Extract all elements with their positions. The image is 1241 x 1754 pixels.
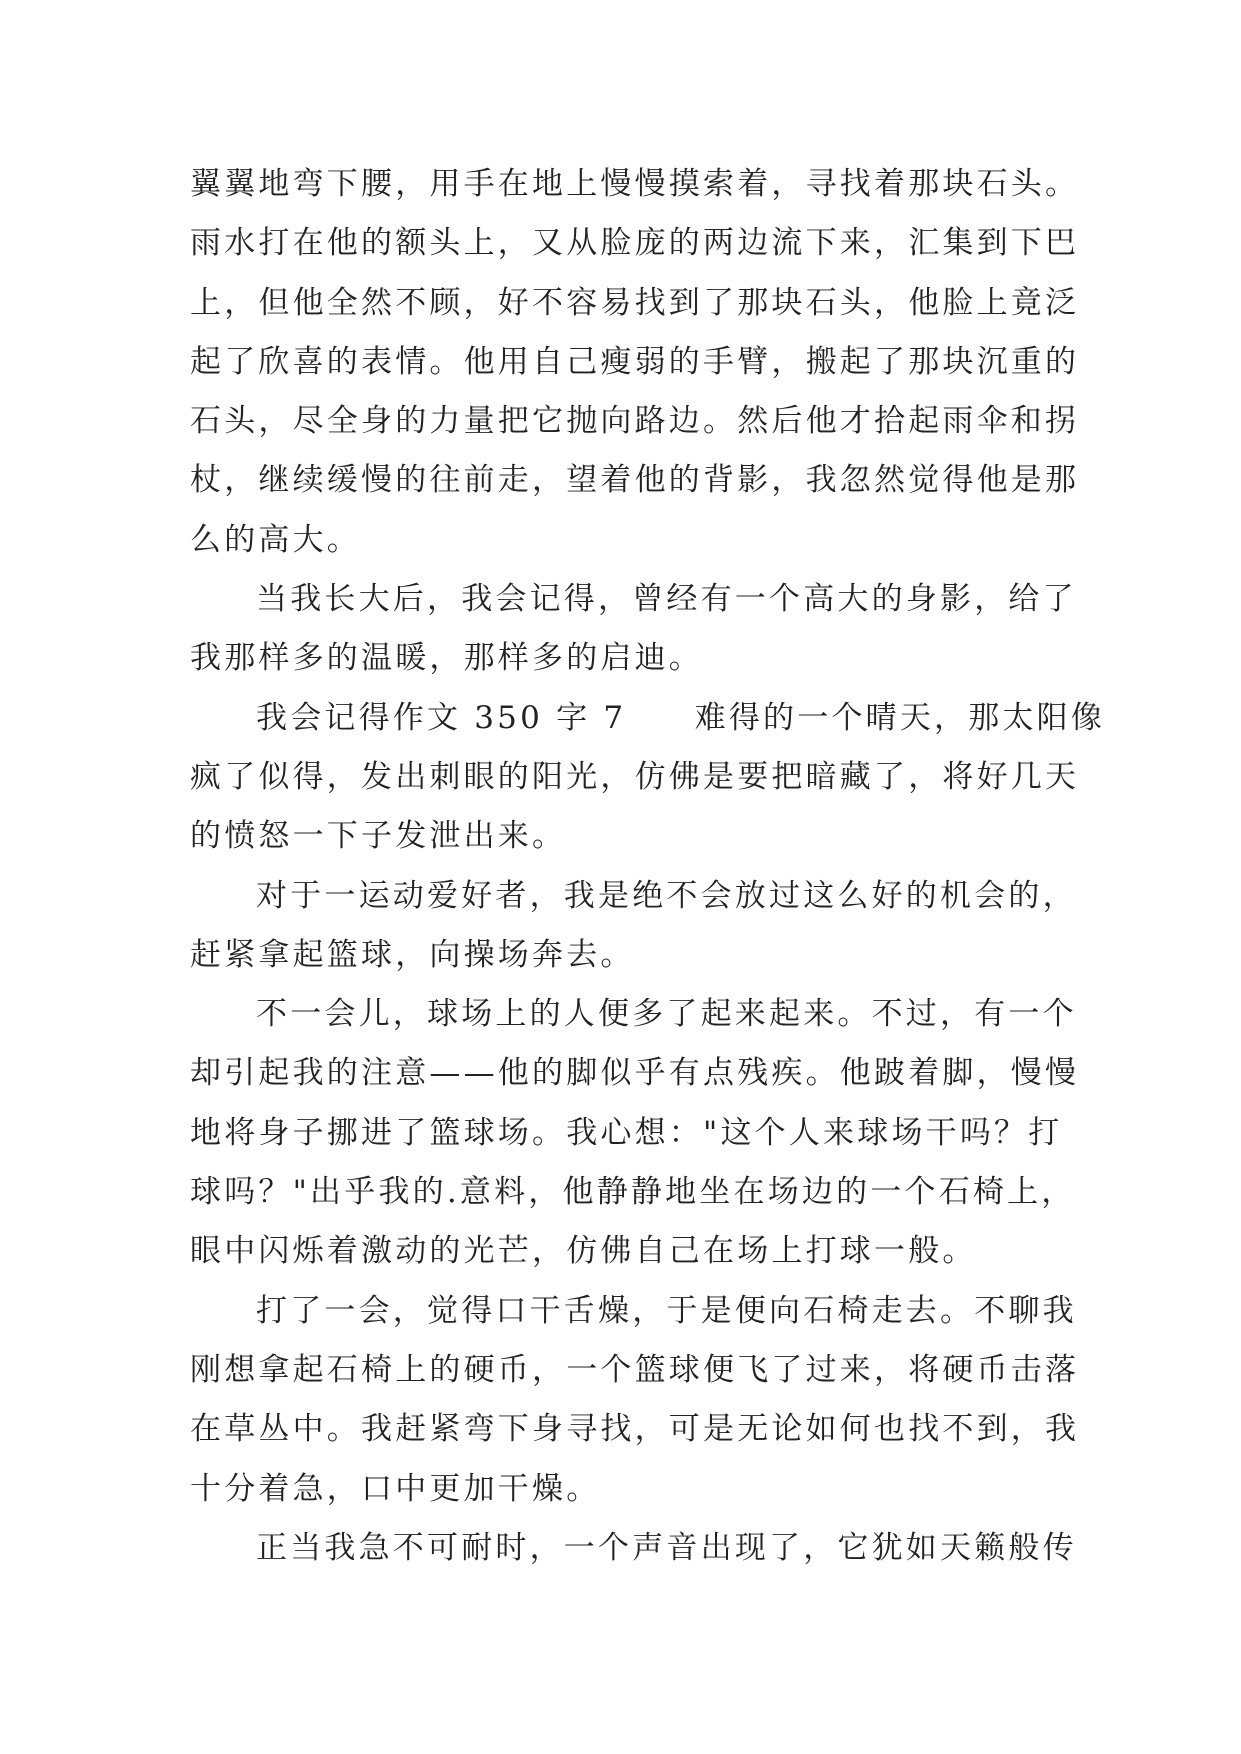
text-line: 球吗？"出乎我的.意料，他静静地坐在场边的一个石椅上，: [190, 1174, 1076, 1211]
text-line: 刚想拿起石椅上的硬币，一个篮球便飞了过来，将硬币击落: [190, 1351, 1080, 1388]
body-text: [190, 155, 1106, 1578]
paragraph-first-line: 当我长大后，我会记得，曾经有一个高大的身影，给了: [256, 581, 1077, 618]
text-line: 我那样多的温暖，那样多的启迪。: [190, 640, 703, 677]
text-line: 眼中闪烁着激动的光芒，仿佛自己在场上打球一般。: [190, 1233, 977, 1270]
text-line: 石头，尽全身的力量把它抛向路边。然后他才拾起雨伞和拐: [190, 403, 1080, 440]
paragraph-first-line: 打了一会，觉得口干舌燥，于是便向石椅走去。不聊我: [256, 1292, 1077, 1329]
text-line: 在草丛中。我赶紧弯下身寻找，可是无论如何也找不到，我: [190, 1411, 1080, 1448]
text-line: 杖，继续缓慢的往前走，望着他的背影，我忽然觉得他是那: [190, 462, 1080, 499]
text-line: 地将身子挪进了篮球场。我心想："这个人来球场干吗？打: [190, 1114, 1063, 1151]
text-line: 赶紧拿起篮球，向操场奔去。: [190, 936, 635, 973]
text-line: 么的高大。: [190, 521, 361, 558]
paragraph-first-line: 我会记得作文 350 字 7 难得的一个晴天，那太阳像: [256, 699, 1106, 736]
paragraph-first-line: 正当我急不可耐时，一个声音出现了，它犹如天籁般传: [256, 1529, 1077, 1566]
text-line: 疯了似得，发出刺眼的阳光，仿佛是要把暗藏了，将好几天: [190, 758, 1080, 795]
text-line: 雨水打在他的额头上，又从脸庞的两边流下来，汇集到下巴: [190, 225, 1080, 262]
paragraph-first-line: 对于一运动爱好者，我是绝不会放过这么好的机会的，: [256, 877, 1077, 914]
text-line: 上，但他全然不顾，好不容易找到了那块石头，他脸上竟泛: [190, 284, 1080, 321]
text-line: 的愤怒一下子发泄出来。: [190, 818, 567, 855]
text-line: 翼翼地弯下腰，用手在地上慢慢摸索着，寻找着那块石头。: [190, 166, 1080, 202]
text-line: 十分着急，口中更加干燥。: [190, 1470, 601, 1507]
text-line: 却引起我的注意——他的脚似乎有点残疾。他跛着脚，慢慢: [190, 1055, 1080, 1092]
paragraph-first-line: 不一会儿，球场上的人便多了起来起来。不过，有一个: [256, 996, 1077, 1033]
text-line: 起了欣喜的表情。他用自己瘦弱的手臂，搬起了那块沉重的: [190, 343, 1080, 380]
